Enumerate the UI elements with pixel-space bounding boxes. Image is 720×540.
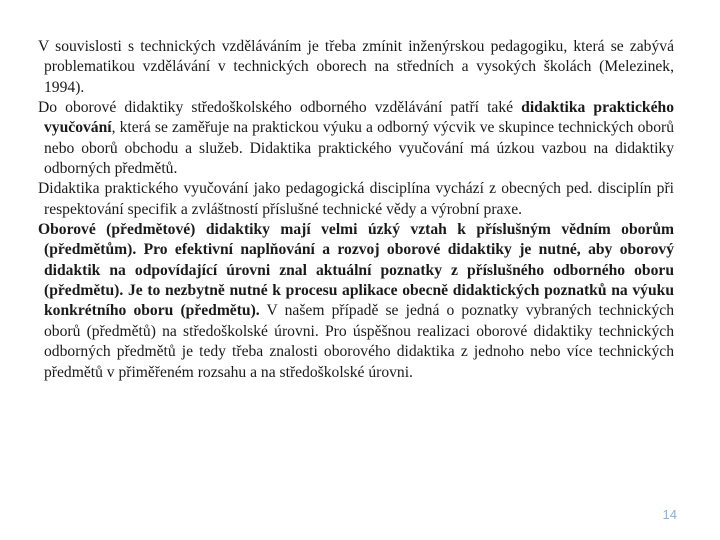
slide-body-text xyxy=(38,37,674,383)
paragraph-text: Didaktika praktického vyučování jako pedagogická disciplína vychází z obecných ped. disciplín při respektování specifik a zvláštností příslušné technické vědy a výrobní praxe. xyxy=(38,180,674,218)
paragraph-pedagogical-discipline xyxy=(38,179,674,220)
paragraph-text: Do oborové didaktiky středoškolského odborného vzdělávání patří také xyxy=(38,99,522,117)
paragraph-text: V našem případě se jedná o poznatky vybraných technických oborů (předmětů) na středoškolské úrovni. Pro úspěšnou realizaci oborové didaktiky technických odborných předmětů je tedy třeba znalosti oborového didaktika z jednoho nebo více technických předmětů v přiměřeném rozsahu a na středoškolské úrovni. xyxy=(44,302,674,381)
emphasized-term: didaktika praktického vyučování xyxy=(44,99,674,137)
paragraph-engineering-pedagogy xyxy=(38,37,674,98)
emphasized-passage: Oborové (předmětové) didaktiky mají velmi úzký vztah k příslušným vědním oborům (předmětům). Pro efektivní naplňování a rozvoj oborové didaktiky je nutné, aby oborový didaktik na odpovídající úrovni znal aktuální poznatky z příslušného odborného oboru (předmětu). Je to nezbytně nutné k procesu aplikace obecně didaktických poznatků na výuku konkrétního oboru (předmětu). xyxy=(38,221,674,320)
paragraph-text: V souvislosti s technických vzděláváním je třeba zmínit inženýrskou pedagogiku, která se zabývá problematikou vzdělávání v technických oborech na středních a vysokých školách (Melezinek, 1994). xyxy=(38,38,674,96)
paragraph-practical-teaching xyxy=(38,98,674,179)
page-number: 14 xyxy=(662,507,677,522)
paragraph-subject-didactics xyxy=(38,220,674,383)
paragraph-text: , která se zaměřuje na praktickou výuku a odborný výcvik ve skupince technických oborů nebo oborů obchodu a služeb. Didaktika praktického vyučování má úzkou vazbou na didaktiky odborných předmětů. xyxy=(44,119,674,178)
